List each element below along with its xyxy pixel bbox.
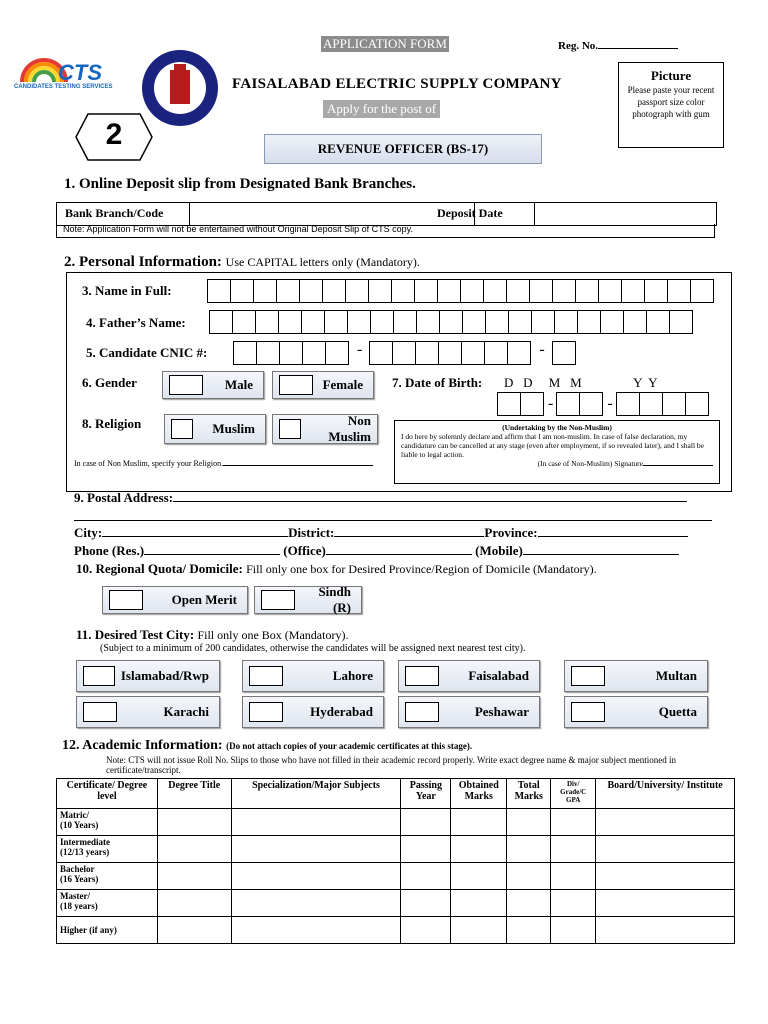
phone-res-field[interactable] <box>144 554 280 555</box>
undertaking-box: (Undertaking by the Non-Muslim) I do here by solemnly declare and affirm that I am non-muslim. In case of false declaration, my candidature can be cancelled at any stage (even after employment, if so revealed later), and I shall be liable to legal action. (In case of Non-Muslim) Signature <box>394 420 720 484</box>
char-box[interactable] <box>575 279 599 303</box>
col-total-marks: Total Marks <box>507 779 551 809</box>
char-box[interactable] <box>623 310 647 334</box>
section1-title: 1. Online Deposit slip from Designated Bank Branches. <box>64 176 416 192</box>
picture-box <box>618 62 724 148</box>
academic-input-cell[interactable] <box>401 917 451 944</box>
academic-input-cell[interactable] <box>231 917 401 944</box>
picture-title: Picture <box>650 68 692 83</box>
char-box[interactable] <box>279 341 303 365</box>
academic-input-cell[interactable] <box>401 809 451 836</box>
char-box[interactable] <box>552 279 576 303</box>
char-box[interactable] <box>392 341 416 365</box>
academic-input-cell[interactable] <box>401 890 451 917</box>
quota-open-merit-option[interactable]: Open Merit <box>102 586 248 614</box>
char-box[interactable] <box>460 279 484 303</box>
char-box[interactable] <box>416 310 440 334</box>
char-box[interactable] <box>325 341 349 365</box>
academic-input-cell[interactable] <box>157 890 231 917</box>
company-name: FAISALABAD ELECTRIC SUPPLY COMPANY <box>232 76 562 92</box>
char-box[interactable] <box>669 310 693 334</box>
form-title: APPLICATION FORM <box>323 36 447 51</box>
postal-address-line2[interactable] <box>74 520 712 521</box>
section11-note: (Subject to a minimum of 200 candidates, otherwise the candidates will be assigned next nearest test city). <box>100 643 526 654</box>
bank-row <box>56 202 717 226</box>
district-field[interactable] <box>334 536 484 537</box>
academic-input-cell[interactable] <box>157 836 231 863</box>
academic-row <box>57 836 735 863</box>
char-box[interactable] <box>646 310 670 334</box>
char-box[interactable] <box>461 341 485 365</box>
academic-input-cell[interactable] <box>157 917 231 944</box>
degree-level-cell: Higher (if any) <box>57 917 158 944</box>
section1-note: Note: Application Form will not be entertained without Original Deposit Slip of CTS copy. <box>56 224 715 238</box>
section10-heading: 10. Regional Quota/ Domicile: Fill only one box for Desired Province/Region of Domicile (Mandatory). <box>76 561 597 576</box>
section11-heading: 11. Desired Test City: Fill only one Box (Mandatory). <box>76 627 349 642</box>
academic-input-cell[interactable] <box>507 809 551 836</box>
postal-address-label: 9. Postal Address: <box>74 490 687 506</box>
religion-muslim-option[interactable]: Muslim <box>164 414 266 444</box>
city-field[interactable] <box>102 536 288 537</box>
academic-row <box>57 917 735 944</box>
male-checkbox[interactable] <box>169 375 203 395</box>
char-box[interactable] <box>507 341 531 365</box>
sindh-checkbox[interactable] <box>261 590 295 610</box>
char-box[interactable] <box>209 310 233 334</box>
form-number-badge: 2 <box>74 112 154 162</box>
apply-for-label: Apply for the post of <box>323 100 440 118</box>
char-box[interactable] <box>368 279 392 303</box>
char-box[interactable] <box>233 341 257 365</box>
cnic-dash: - <box>357 341 363 358</box>
religion-non-muslim-option[interactable]: Non Muslim <box>272 414 378 444</box>
academic-input-cell[interactable] <box>451 890 507 917</box>
dob-label: 7. Date of Birth: <box>392 375 483 390</box>
academic-input-cell[interactable] <box>596 836 735 863</box>
char-box[interactable] <box>667 279 691 303</box>
reg-no-label: Reg. No. <box>558 40 678 52</box>
char-box[interactable] <box>484 341 508 365</box>
col-obtained-marks: Obtained Marks <box>451 779 507 809</box>
char-box[interactable] <box>370 310 394 334</box>
bank-branch-field[interactable] <box>189 203 475 225</box>
deposit-date-label: Deposit Date <box>437 206 503 220</box>
province-field[interactable] <box>538 536 688 537</box>
academic-input-cell[interactable] <box>231 809 401 836</box>
academic-input-cell[interactable] <box>451 863 507 890</box>
academic-input-cell[interactable] <box>231 863 401 890</box>
gender-male-option[interactable]: Male <box>162 371 264 399</box>
academic-input-cell[interactable] <box>507 890 551 917</box>
open-merit-checkbox[interactable] <box>109 590 143 610</box>
char-box[interactable] <box>552 341 576 365</box>
char-box[interactable] <box>437 279 461 303</box>
char-box[interactable] <box>256 341 280 365</box>
section2-heading: 2. Personal Information: Use CAPITAL letters only (Mandatory). <box>64 254 420 270</box>
academic-row <box>57 863 735 890</box>
academic-input-cell[interactable] <box>507 917 551 944</box>
col-specialization: Specialization/Major Subjects <box>231 779 401 809</box>
name-label: 3. Name in Full: <box>82 283 172 298</box>
char-box[interactable] <box>690 279 714 303</box>
academic-input-cell[interactable] <box>551 863 596 890</box>
academic-input-cell[interactable] <box>551 809 596 836</box>
muslim-checkbox[interactable] <box>171 419 193 439</box>
hyderabad-checkbox[interactable] <box>249 702 283 722</box>
col-degree-title: Degree Title <box>157 779 231 809</box>
academic-input-cell[interactable] <box>507 863 551 890</box>
city-karachi-option[interactable]: Karachi <box>76 696 220 728</box>
academic-input-cell[interactable] <box>157 863 231 890</box>
char-box[interactable] <box>439 310 463 334</box>
gender-female-option[interactable]: Female <box>272 371 374 399</box>
academic-input-cell[interactable] <box>451 917 507 944</box>
cts-logo-subtext: CANDIDATES TESTING SERVICES <box>14 84 113 90</box>
char-box[interactable] <box>554 310 578 334</box>
city-quetta-option[interactable]: Quetta <box>564 696 708 728</box>
picture-note: Please paste your recent passport size color photograph with gum <box>627 85 715 119</box>
char-box[interactable] <box>462 310 486 334</box>
non-muslim-religion-note: In case of Non Muslim, specify your Religion. <box>74 459 373 468</box>
section12-heading: 12. Academic Information: (Do not attach copies of your academic certificates at this stage). <box>62 738 473 753</box>
char-box[interactable] <box>414 279 438 303</box>
academic-input-cell[interactable] <box>551 890 596 917</box>
col-certificate: Certificate/ Degree level <box>57 779 158 809</box>
mobile-phone-field[interactable] <box>523 554 679 555</box>
academic-input-cell[interactable] <box>451 809 507 836</box>
academic-input-cell[interactable] <box>551 917 596 944</box>
academic-row <box>57 809 735 836</box>
academic-input-cell[interactable] <box>231 890 401 917</box>
char-box[interactable] <box>438 341 462 365</box>
academic-input-cell[interactable] <box>401 863 451 890</box>
cnic-field[interactable] <box>234 341 576 365</box>
islamabad-checkbox[interactable] <box>83 666 115 686</box>
dob-field[interactable]: - - <box>498 392 709 416</box>
degree-level-cell: Intermediate (12/13 years) <box>57 836 158 863</box>
char-box[interactable] <box>391 279 415 303</box>
academic-input-cell[interactable] <box>451 836 507 863</box>
phone-row: Phone (Res.) (Office) (Mobile) <box>74 543 679 559</box>
quetta-checkbox[interactable] <box>571 702 605 722</box>
char-box[interactable] <box>324 310 348 334</box>
cnic-label: 5. Candidate CNIC #: <box>86 345 208 360</box>
faisalabad-checkbox[interactable] <box>405 666 439 686</box>
col-division: Div/ Grade/C GPA <box>551 779 596 809</box>
char-box[interactable] <box>322 279 346 303</box>
academic-input-cell[interactable] <box>551 836 596 863</box>
postal-address-field[interactable] <box>173 501 687 502</box>
father-name-field[interactable] <box>210 310 693 334</box>
char-box[interactable] <box>207 279 231 303</box>
religion-label: 8. Religion <box>82 416 142 431</box>
char-box[interactable] <box>644 279 668 303</box>
degree-level-cell: Matric/ (10 Years) <box>57 809 158 836</box>
academic-header-row <box>57 779 735 809</box>
father-label: 4. Father’s Name: <box>86 315 186 330</box>
char-box[interactable] <box>301 310 325 334</box>
section12-note: Note: CTS will not issue Roll No. Slips to those who have not filled in their academic record properly. Write exact degree name & major subject mentioned in certificate/transcript. <box>106 755 676 775</box>
char-box[interactable] <box>483 279 507 303</box>
multan-checkbox[interactable] <box>571 666 605 686</box>
bank-branch-label: Bank Branch/Code <box>65 206 164 220</box>
col-board-university: Board/University/ Institute <box>596 779 735 809</box>
quota-sindh-option[interactable]: Sindh (R) <box>254 586 362 614</box>
city-peshawar-option[interactable]: Peshawar <box>398 696 540 728</box>
city-district-province-row: City: District: Province: <box>74 525 688 541</box>
academic-input-cell[interactable] <box>507 836 551 863</box>
academic-input-cell[interactable] <box>596 890 735 917</box>
degree-level-cell: Bachelor (16 Years) <box>57 863 158 890</box>
char-box[interactable] <box>600 310 624 334</box>
col-passing-year: Passing Year <box>401 779 451 809</box>
academic-input-cell[interactable] <box>157 809 231 836</box>
char-box[interactable] <box>347 310 371 334</box>
char-box[interactable] <box>485 310 509 334</box>
city-hyderabad-option[interactable]: Hyderabad <box>242 696 384 728</box>
cnic-dash: - <box>539 341 545 358</box>
religion-specify-field[interactable] <box>223 465 373 466</box>
karachi-checkbox[interactable] <box>83 702 117 722</box>
academic-input-cell[interactable] <box>596 863 735 890</box>
cts-logo-text: CTS <box>58 60 102 85</box>
deposit-date-field[interactable] <box>534 203 717 225</box>
char-box[interactable] <box>230 279 254 303</box>
char-box[interactable] <box>506 279 530 303</box>
academic-input-cell[interactable] <box>596 917 735 944</box>
char-box[interactable] <box>253 279 277 303</box>
academic-table <box>56 778 735 944</box>
char-box[interactable] <box>276 279 300 303</box>
char-box[interactable] <box>621 279 645 303</box>
char-box[interactable] <box>369 341 393 365</box>
char-box[interactable] <box>393 310 417 334</box>
female-checkbox[interactable] <box>279 375 313 395</box>
degree-level-cell: Master/ (18 years) <box>57 890 158 917</box>
academic-row <box>57 890 735 917</box>
char-box[interactable] <box>415 341 439 365</box>
char-box[interactable] <box>508 310 532 334</box>
academic-input-cell[interactable] <box>401 836 451 863</box>
office-phone-field[interactable] <box>326 554 472 555</box>
char-box[interactable] <box>299 279 323 303</box>
city-lahore-option[interactable]: Lahore <box>242 660 384 692</box>
char-box[interactable] <box>302 341 326 365</box>
char-box[interactable] <box>531 310 555 334</box>
char-box[interactable] <box>577 310 601 334</box>
cts-logo <box>14 52 134 96</box>
char-box[interactable] <box>278 310 302 334</box>
gender-label: 6. Gender <box>82 375 137 390</box>
academic-input-cell[interactable] <box>596 809 735 836</box>
char-box[interactable] <box>255 310 279 334</box>
academic-input-cell[interactable] <box>231 836 401 863</box>
post-title: REVENUE OFFICER (BS-17) <box>264 134 542 164</box>
char-box[interactable] <box>232 310 256 334</box>
char-box[interactable] <box>598 279 622 303</box>
non-muslim-checkbox[interactable] <box>279 419 301 439</box>
peshawar-checkbox[interactable] <box>405 702 439 722</box>
city-faisalabad-option[interactable]: Faisalabad <box>398 660 540 692</box>
char-box[interactable] <box>345 279 369 303</box>
city-multan-option[interactable]: Multan <box>564 660 708 692</box>
char-box[interactable] <box>529 279 553 303</box>
name-field[interactable] <box>208 279 714 303</box>
city-islamabad-option[interactable]: Islamabad/Rwp <box>76 660 220 692</box>
dob-format: D D M M Y Y <box>504 375 658 390</box>
lahore-checkbox[interactable] <box>249 666 283 686</box>
